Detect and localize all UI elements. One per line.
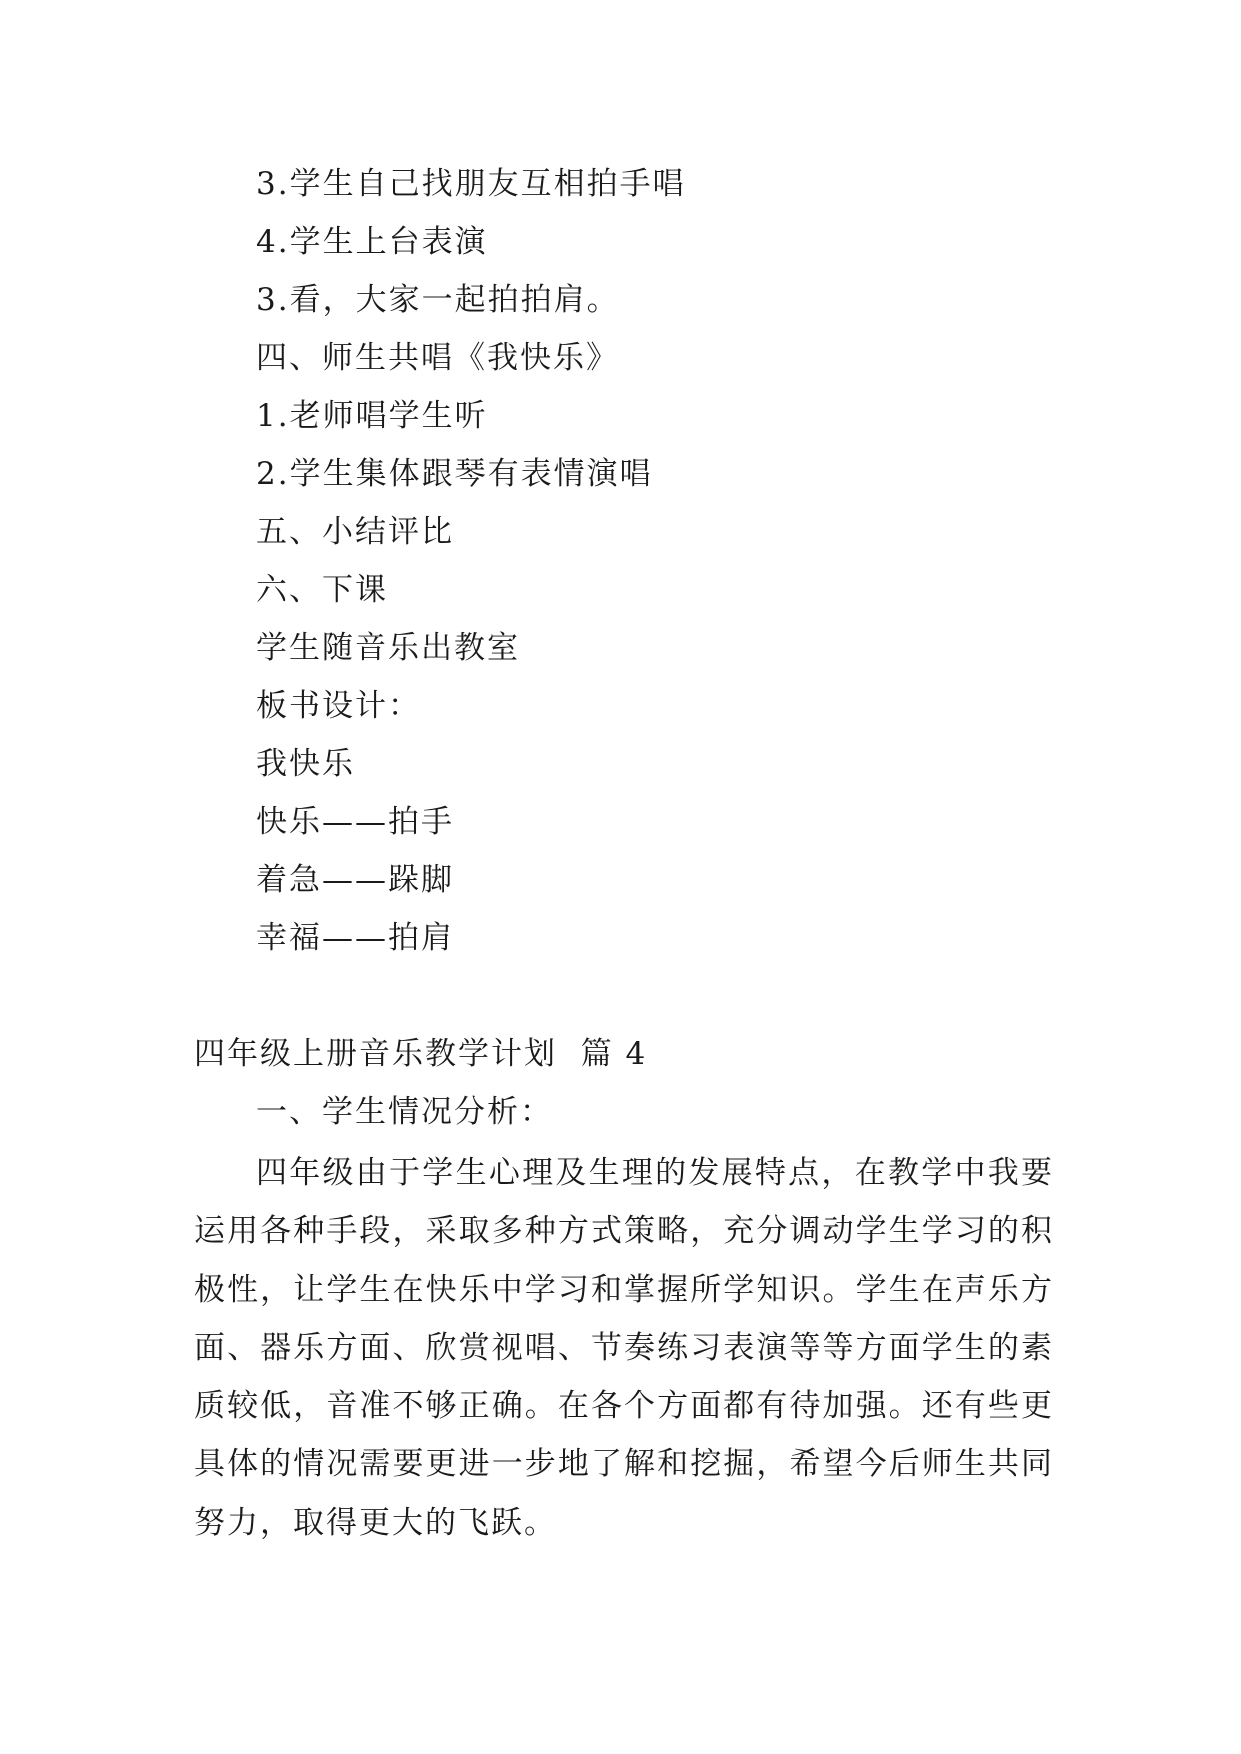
step-line: 着急——跺脚 <box>256 862 454 898</box>
step-line: 我快乐 <box>256 746 355 782</box>
subheading: 一、学生情况分析： <box>256 1094 553 1130</box>
step-line: 快乐——拍手 <box>256 804 454 840</box>
step-line: 六、下课 <box>256 572 388 608</box>
step-line: 学生随音乐出教室 <box>256 630 520 666</box>
step-line: 板书设计： <box>256 688 421 724</box>
step-line: 2.学生集体跟琴有表情演唱 <box>256 456 653 492</box>
body-paragraph: 四年级由于学生心理及生理的发展特点，在教学中我要运用各种手段，采取多种方式策略，充分调动学生学习的积极性，让学生在快乐中学习和掌握所学知识。学生在声乐方面、器乐方面、欣赏视唱、节奏练习表演等等方面学生的素质较低，音准不够正确。在各个方面都有待加强。还有些更具体的情况需要更进一步地了解和挖掘，希望今后师生共同努力，取得更大的飞跃。 <box>194 1155 1054 1541</box>
section-title: 四年级上册音乐教学计划 篇 4 <box>194 1036 648 1072</box>
step-line: 幸福——拍肩 <box>256 920 454 956</box>
step-line: 四、师生共唱《我快乐》 <box>256 340 619 376</box>
step-line: 4.学生上台表演 <box>256 224 488 260</box>
step-line: 3.学生自己找朋友互相拍手唱 <box>256 166 686 202</box>
step-line: 1.老师唱学生听 <box>256 398 488 434</box>
step-line: 五、小结评比 <box>256 514 454 550</box>
step-line: 3.看，大家一起拍拍肩。 <box>256 282 620 318</box>
